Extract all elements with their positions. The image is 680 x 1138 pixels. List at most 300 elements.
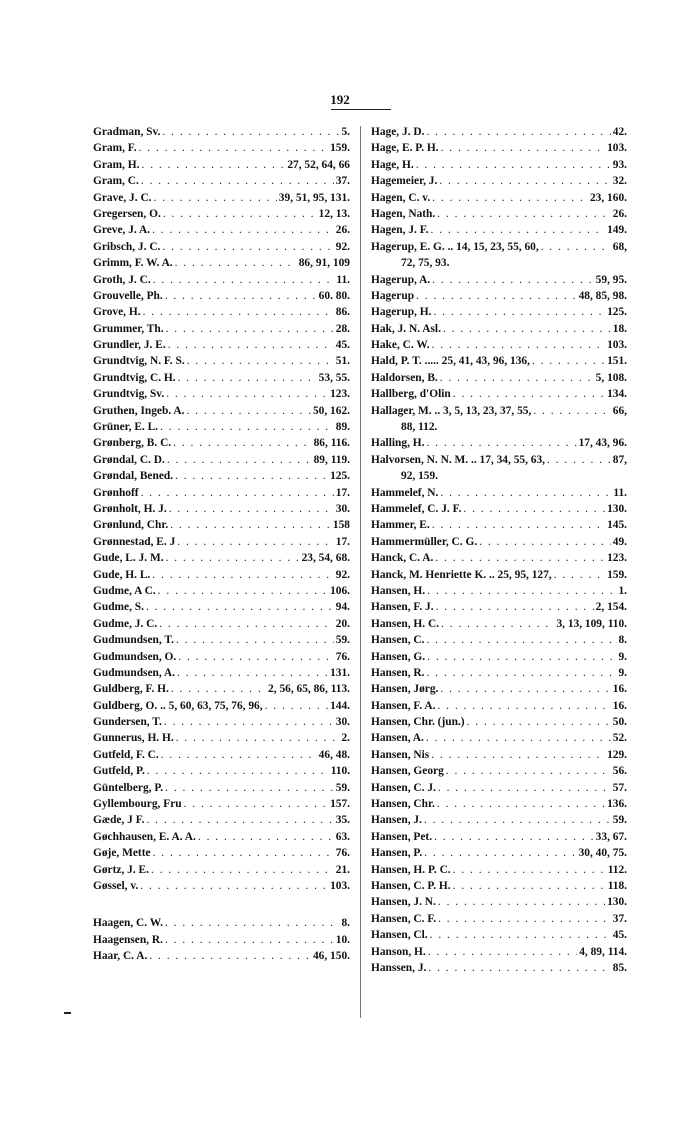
index-entry: [371, 550, 627, 566]
entry-pages: 125.: [607, 306, 627, 319]
dot-leader: [151, 862, 334, 878]
entry-name: Hansen, F. J.: [371, 601, 434, 614]
entry-name: Hagemeier, J.: [371, 175, 438, 188]
entry-pages: 123.: [607, 552, 627, 565]
entry-name: Hagerup, H.: [371, 306, 432, 319]
entry-name: Gruthen, Ingeb. A.: [93, 404, 185, 417]
index-entry: [371, 763, 627, 779]
dot-leader: [175, 255, 297, 271]
index-entry: [371, 960, 627, 976]
entry-name: Haagen, C. W.: [93, 917, 163, 930]
entry-pages: 16.: [612, 699, 627, 712]
dot-leader: [426, 632, 616, 648]
entry-name: Hansen, Nis: [371, 748, 430, 761]
entry-pages: 37.: [612, 912, 627, 925]
dot-leader: [161, 747, 317, 763]
dot-leader: [441, 140, 605, 156]
index-entry: [371, 304, 627, 320]
index-entry: [371, 501, 627, 517]
index-entry: [93, 878, 350, 894]
index-entry: [93, 337, 350, 353]
entry-pages: 149.: [607, 224, 627, 237]
dot-leader: [438, 780, 611, 796]
entry-pages: 129.: [607, 748, 627, 761]
column-divider: [360, 126, 361, 1018]
dot-leader: [149, 948, 311, 964]
index-entry: [93, 157, 350, 173]
entry-pages: 56.: [612, 765, 627, 778]
entry-pages: 159.: [607, 568, 627, 581]
dot-leader: [175, 468, 328, 484]
entry-pages: 130.: [607, 896, 627, 909]
index-entry: [93, 599, 350, 615]
dot-leader: [453, 862, 606, 878]
entry-name: Gæde, J F.: [93, 814, 145, 827]
index-entry: [93, 485, 350, 501]
entry-pages: 136.: [607, 798, 627, 811]
entry-pages: 2, 154.: [595, 601, 627, 614]
entry-pages: 68,: [612, 240, 627, 253]
entry-name: Hansen, C. P. H.: [371, 879, 451, 892]
entry-pages: 3, 13, 109, 110.: [556, 617, 627, 630]
index-entry: [371, 435, 627, 451]
entry-pages: 59, 95.: [595, 273, 627, 286]
entry-name: Grundtvig, Sv.: [93, 388, 165, 401]
index-entry: [93, 190, 350, 206]
index-entry: [93, 730, 350, 746]
entry-name: Hansen, Jørg.: [371, 683, 439, 696]
entry-pages: 159.: [330, 142, 350, 155]
entry-name: Hansen, J. N.: [371, 896, 436, 909]
entry-name: Hage, H.: [371, 158, 414, 171]
entry-name: Halling, H.: [371, 437, 425, 450]
entry-continuation: 92, 159.: [401, 470, 439, 483]
entry-pages: 89.: [335, 421, 350, 434]
dot-leader: [165, 932, 334, 948]
entry-pages: 51.: [335, 355, 350, 368]
index-entry: [371, 222, 627, 238]
index-entry: [93, 403, 350, 419]
entry-name: Hansen, J.: [371, 814, 422, 827]
dot-leader: [139, 140, 329, 156]
dot-leader: [453, 386, 605, 402]
entry-pages: 26.: [612, 207, 627, 220]
entry-name: Haldorsen, B.: [371, 371, 438, 384]
index-entry: [93, 550, 350, 566]
dot-leader: [162, 239, 333, 255]
dot-leader: [426, 124, 610, 140]
entry-name: Gram, F.: [93, 142, 137, 155]
entry-name: Gunnerus, H. H.: [93, 732, 174, 745]
entry-name: Hansen, C.: [371, 634, 425, 647]
index-entry: [93, 255, 350, 271]
entry-name: Haagensen, R.: [93, 933, 163, 946]
dot-leader: [436, 599, 594, 615]
entry-name: Hanssen, J.: [371, 961, 427, 974]
index-list-h: [371, 124, 627, 976]
entry-name: Grønholt, H. J.: [93, 502, 167, 515]
dot-leader: [146, 812, 333, 828]
entry-pages: 33, 67.: [595, 830, 627, 843]
dot-leader: [177, 534, 333, 550]
entry-name: Guldberg, O. .. 5, 60, 63, 75, 76, 96,: [93, 699, 263, 712]
entry-name: Hansen, G.: [371, 650, 426, 663]
index-entry: [371, 927, 627, 943]
index-entry: [93, 501, 350, 517]
index-entry: [93, 517, 350, 533]
entry-name: Groth, J. C.: [93, 273, 151, 286]
entry-name: Grüner, E. L.: [93, 421, 159, 434]
entry-name: Hammermüller, C. G.: [371, 535, 478, 548]
entry-pages: 125.: [330, 470, 350, 483]
dot-leader: [441, 616, 554, 632]
entry-continuation: 72, 75, 93.: [401, 257, 450, 270]
index-entry: [371, 665, 627, 681]
index-entry: [371, 206, 627, 222]
entry-name: Gram, H.: [93, 158, 140, 171]
index-entry: [371, 730, 627, 746]
index-entry: [93, 534, 350, 550]
entry-pages: 4, 89, 114.: [579, 945, 627, 958]
entry-name: Gutfeld, F. C.: [93, 748, 159, 761]
index-entry: [93, 435, 350, 451]
dot-leader: [159, 616, 334, 632]
dot-leader: [432, 337, 606, 353]
entry-pages: 86, 116.: [313, 437, 350, 450]
entry-pages: 9.: [618, 650, 627, 663]
index-entry: [371, 485, 627, 501]
dot-leader: [165, 288, 317, 304]
index-entry: [93, 370, 350, 386]
index-entry: [371, 239, 627, 255]
index-entry: [93, 649, 350, 665]
entry-name: Hagen, Nath.: [371, 207, 436, 220]
dot-leader: [152, 222, 334, 238]
dot-leader: [265, 698, 328, 714]
entry-name: Gutfeld, P.: [93, 765, 145, 778]
entry-pages: 123.: [330, 388, 350, 401]
dot-leader: [443, 321, 611, 337]
index-entry: [371, 698, 627, 714]
index-entry: [93, 616, 350, 632]
entry-name: Hagerup, E. G. .. 14, 15, 23, 55, 60,: [371, 240, 539, 253]
dot-leader: [437, 206, 611, 222]
index-entry: [371, 632, 627, 648]
entry-name: Gøssel, v.: [93, 879, 139, 892]
index-entry: [371, 944, 627, 960]
entry-pages: 39, 51, 95, 131.: [278, 191, 350, 204]
index-entry: [93, 140, 350, 156]
entry-name: Gudme, A C.: [93, 584, 156, 597]
entry-pages: 130.: [607, 502, 627, 515]
dot-leader: [431, 747, 605, 763]
dot-leader: [141, 173, 334, 189]
index-entry: [93, 714, 350, 730]
dot-leader: [532, 353, 605, 369]
dot-leader: [453, 878, 606, 894]
dot-leader: [437, 796, 605, 812]
entry-pages: 9.: [618, 666, 627, 679]
index-entry: [371, 190, 627, 206]
dot-leader: [431, 222, 606, 238]
dot-leader: [187, 353, 334, 369]
dot-leader: [171, 681, 266, 697]
entry-name: Hansen, R.: [371, 666, 425, 679]
index-entry: [371, 796, 627, 812]
entry-name: Grønhoff: [93, 486, 139, 499]
dot-leader: [427, 649, 616, 665]
entry-pages: 30.: [335, 716, 350, 729]
index-entry: [93, 272, 350, 288]
dot-leader: [154, 190, 277, 206]
entry-pages: 45.: [612, 929, 627, 942]
dot-leader: [554, 567, 605, 583]
entry-name: Gregersen, O.: [93, 207, 161, 220]
entry-name: Gram, C.: [93, 175, 139, 188]
dot-leader: [446, 763, 611, 779]
entry-pages: 28.: [335, 322, 350, 335]
entry-pages: 11.: [336, 273, 350, 286]
index-entry: [371, 780, 627, 796]
index-entry: [371, 911, 627, 927]
index-entry: [371, 124, 627, 140]
dot-leader: [173, 435, 311, 451]
dot-leader: [547, 452, 611, 468]
index-entry: [93, 206, 350, 222]
dot-leader: [541, 239, 611, 255]
index-entry: [371, 534, 627, 550]
dot-leader: [463, 501, 605, 517]
dot-leader: [176, 730, 340, 746]
index-entry: [93, 567, 350, 583]
entry-pages: 103.: [607, 142, 627, 155]
entry-name: Hansen, H. C.: [371, 617, 440, 630]
index-entry: [371, 649, 627, 665]
index-entry: [371, 272, 627, 288]
dot-leader: [168, 337, 334, 353]
entry-name: Hanck, M. Henriette K. .. 25, 95, 127,: [371, 568, 552, 581]
entry-pages: 151.: [607, 355, 627, 368]
entry-pages: 157.: [330, 798, 350, 811]
entry-name: Hak, J. N. Asl.: [371, 322, 441, 335]
index-entry: [93, 681, 350, 697]
index-entry: [371, 681, 627, 697]
dot-leader: [428, 960, 610, 976]
entry-pages: 60. 80.: [318, 289, 350, 302]
dot-leader: [434, 829, 594, 845]
entry-pages: 48, 85, 98.: [578, 289, 627, 302]
index-entry: [371, 452, 627, 468]
entry-name: Hagen, J. F.: [371, 224, 429, 237]
entry-name: Gradman, Sv.: [93, 126, 161, 138]
entry-pages: 45.: [335, 339, 350, 352]
index-entry: [93, 932, 350, 948]
margin-mark: [64, 1012, 71, 1014]
dot-leader: [166, 321, 334, 337]
entry-pages: 134.: [607, 388, 627, 401]
entry-name: Gudmundsen, A.: [93, 666, 175, 679]
index-entry: [93, 862, 350, 878]
index-entry: [371, 288, 627, 304]
entry-pages: 49.: [612, 535, 627, 548]
index-entry: [93, 288, 350, 304]
index-entry: [371, 714, 627, 730]
entry-pages: 20.: [335, 617, 350, 630]
entry-name: Hansen, H. P. C.: [371, 863, 451, 876]
entry-name: Grave, J. C.: [93, 191, 152, 204]
index-entry: [371, 157, 627, 173]
entry-pages: 59.: [335, 634, 350, 647]
entry-pages: 50, 162.: [312, 404, 350, 417]
index-entry: [93, 304, 350, 320]
index-entry: [371, 386, 627, 402]
entry-pages: 158: [332, 519, 350, 532]
entry-pages: 57.: [612, 781, 627, 794]
entry-name: Hansen, Cl.: [371, 929, 428, 942]
dot-leader: [184, 796, 328, 812]
index-entry: [93, 780, 350, 796]
entry-pages: 89, 119.: [313, 453, 350, 466]
dot-leader: [467, 714, 611, 730]
index-entry: [371, 567, 627, 583]
entry-name: Hansen, C. F.: [371, 912, 437, 925]
index-entry: [371, 353, 627, 369]
entry-pages: 42.: [612, 126, 627, 138]
index-entry: [371, 321, 627, 337]
entry-pages: 5.: [341, 126, 350, 138]
index-entry: [371, 337, 627, 353]
entry-name: Grundtvig, N. F. S.: [93, 355, 185, 368]
dot-leader: [176, 632, 334, 648]
entry-pages: 2.: [341, 732, 350, 745]
entry-name: Grundtvig, C. H.: [93, 371, 176, 384]
dot-leader: [143, 304, 334, 320]
index-entry: [371, 173, 627, 189]
entry-pages: 30.: [335, 502, 350, 515]
entry-name: Hansen, Georg: [371, 765, 444, 778]
index-entry: [371, 812, 627, 828]
index-entry: [371, 403, 627, 419]
entry-pages: 86, 91, 109: [298, 257, 350, 270]
entry-name: Hage, E. P. H.: [371, 142, 439, 155]
entry-name: Hansen, Chr. (jun.): [371, 716, 465, 729]
index-entry: [93, 665, 350, 681]
entry-pages: 110.: [330, 765, 350, 778]
entry-pages: 11.: [613, 486, 627, 499]
index-entry: [93, 222, 350, 238]
dot-leader: [140, 878, 328, 894]
dot-leader: [438, 911, 611, 927]
dot-leader: [432, 272, 594, 288]
dot-leader: [439, 173, 610, 189]
entry-name: Hansen, Chr.: [371, 798, 435, 811]
dot-leader: [435, 550, 605, 566]
entry-pages: 76.: [335, 650, 350, 663]
dot-leader: [141, 485, 334, 501]
entry-pages: 27, 52, 64, 66: [287, 158, 350, 171]
index-entry: [93, 173, 350, 189]
dot-leader: [437, 698, 610, 714]
left-index-column: [93, 124, 350, 965]
entry-name: Grove, H.: [93, 306, 141, 319]
entry-pages: 35.: [335, 814, 350, 827]
dot-leader: [432, 517, 605, 533]
dot-leader: [166, 386, 328, 402]
entry-pages: 8.: [341, 917, 350, 930]
index-entry: [93, 632, 350, 648]
entry-name: Grønberg, B. C.: [93, 437, 172, 450]
index-entry: [93, 829, 350, 845]
index-entry: [371, 862, 627, 878]
entry-pages: 2, 56, 65, 86, 113.: [268, 683, 350, 696]
index-entry: [371, 829, 627, 845]
index-list-g: [93, 124, 350, 894]
entry-name: Hansen, Pet.: [371, 830, 433, 843]
entry-pages: 50.: [612, 716, 627, 729]
dot-leader: [178, 370, 317, 386]
entry-pages: 66,: [612, 404, 627, 417]
entry-pages: 17, 43, 96.: [578, 437, 627, 450]
dot-leader: [146, 599, 334, 615]
entry-name: Hake, C. W.: [371, 339, 430, 352]
entry-name: Gundersen, T.: [93, 716, 162, 729]
entry-name: Hammelef, C. J. F.: [371, 502, 462, 515]
index-entry: [93, 948, 350, 964]
entry-pages: 93.: [612, 158, 627, 171]
page-number: 192: [330, 92, 350, 107]
entry-name: Grøndal, C. D.: [93, 453, 165, 466]
header-rule: [331, 109, 391, 110]
entry-pages: 30, 40, 75.: [578, 847, 627, 860]
dot-leader: [426, 665, 616, 681]
entry-name: Grummer, Th.: [93, 322, 164, 335]
entry-name: Gude, L. J. M.: [93, 552, 164, 565]
entry-name: Hage, J. D.: [371, 126, 425, 138]
dot-leader: [427, 583, 616, 599]
entry-pages: 118.: [607, 879, 627, 892]
entry-pages: 131.: [330, 666, 350, 679]
dot-leader: [165, 915, 340, 931]
entry-pages: 26.: [335, 224, 350, 237]
entry-name: Hagerup, A.: [371, 273, 431, 286]
dot-leader: [158, 583, 328, 599]
dot-leader: [533, 403, 610, 419]
entry-name: Hammer, E.: [371, 519, 430, 532]
dot-leader: [165, 780, 334, 796]
entry-pages: 32.: [612, 175, 627, 188]
entry-name: Gøchhausen, E. A. A.: [93, 830, 196, 843]
dot-leader: [416, 157, 611, 173]
entry-pages: 59.: [612, 814, 627, 827]
index-entry: [93, 698, 350, 714]
dot-leader: [166, 550, 300, 566]
entry-name: Grundler, J. E.: [93, 339, 166, 352]
entry-name: Guldberg, F. H.: [93, 683, 169, 696]
index-entry: [93, 845, 350, 861]
entry-name: Hansen, F. A.: [371, 699, 436, 712]
entry-name: Hansen, P.: [371, 847, 423, 860]
letter-gap: [93, 894, 350, 915]
entry-pages: 46, 48.: [318, 748, 350, 761]
dot-leader: [164, 714, 334, 730]
dot-leader: [170, 517, 331, 533]
entry-pages: 92.: [335, 240, 350, 253]
dot-leader: [169, 501, 334, 517]
entry-name: Hanck, C. A.: [371, 552, 434, 565]
entry-name: Hallager, M. .. 3, 5, 13, 23, 37, 55,: [371, 404, 532, 417]
entry-name: Grouvelle, Ph.: [93, 289, 163, 302]
entry-pages: 8.: [618, 634, 627, 647]
